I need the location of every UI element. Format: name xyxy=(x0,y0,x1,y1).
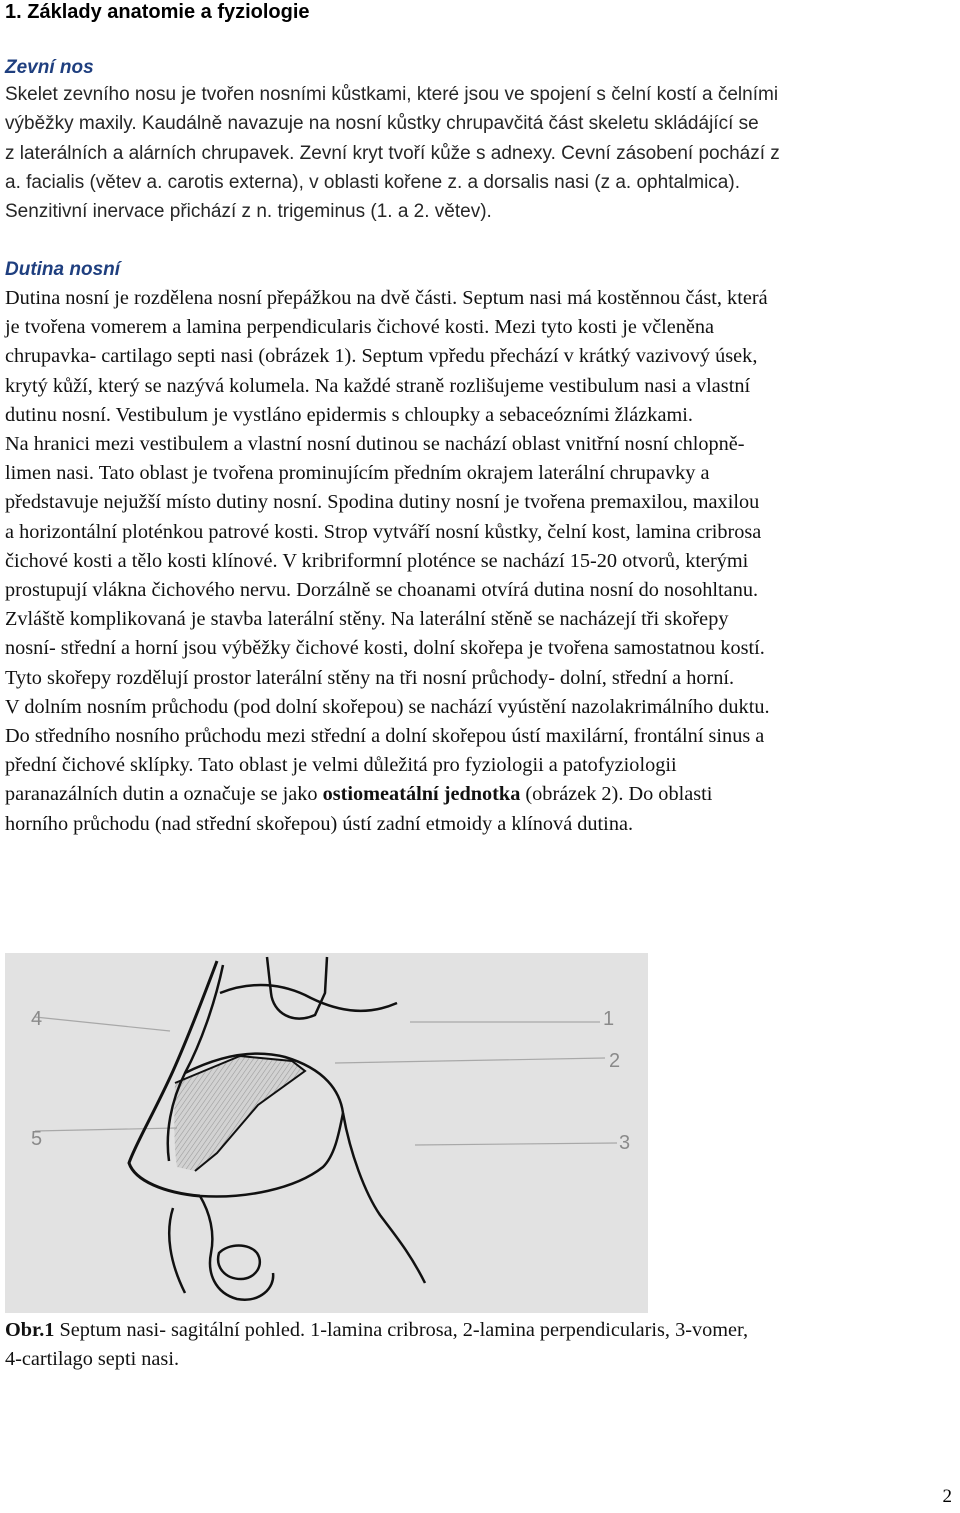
text-line: limen nasi. Tato oblast je tvořena prominujícím předním okrajem laterální chrupavky a xyxy=(5,462,710,485)
figure-label-4: 4 xyxy=(31,1008,43,1030)
palate-outline xyxy=(200,1196,273,1300)
guide-line xyxy=(415,1143,617,1145)
text-line: z laterálních a alárních chrupavek. Zevní kryt tvoří kůže s adnexy. Cevní zásobení pochází z xyxy=(5,142,780,164)
text-line: chrupavka- cartilago septi nasi (obrázek 1). Septum vpředu přechází v krátký vazivový úsek, xyxy=(5,345,758,368)
text-line: a horizontální ploténkou patrové kosti. Strop vytváří nosní kůstky, čelní kost, lamina cribrosa xyxy=(5,520,762,543)
text-line: představuje nejužší místo dutiny nosní. Spodina dutiny nosní je tvořena premaxilou, maxilou xyxy=(5,491,760,514)
text-line: je tvořena vomerem a lamina perpendicularis čichové kosti. Mezi tyto kosti je včleněna xyxy=(5,316,715,339)
septum-sketch xyxy=(5,953,648,1313)
text-line: Dutina nosní je rozdělena nosní přepážkou na dvě části. Septum nasi má kostěnnou část, která xyxy=(5,287,768,309)
figure-label-3: 3 xyxy=(619,1132,631,1154)
caption-text: 4-cartilago septi nasi. xyxy=(5,1348,180,1370)
text-line: Na hranici mezi vestibulem a vlastní nosní dutinou se nachází oblast vnitřní nosní chlopně- xyxy=(5,433,745,456)
cartilage-region xyxy=(174,1056,305,1171)
text-line: Zvláště komplikovaná je stavba laterální stěny. Na laterální stěně se nacházejí tři skořepy xyxy=(5,608,729,631)
text-fragment: paranazálních dutin a označuje se jako xyxy=(5,783,323,806)
cribriform-vertical xyxy=(267,957,327,1019)
text-fragment: (obrázek 2). Do oblasti xyxy=(520,783,713,806)
text-line: nosní- střední a horní jsou výběžky čichové kosti, dolní skořepa je tvořena samostatnou kostí. xyxy=(5,637,765,660)
text-line xyxy=(5,780,955,809)
paragraph-dutina-nosni xyxy=(5,284,955,839)
text-line: výběžky maxily. Kaudálně navazuje na nosní kůstky chrupavčitá část skeletu skládájící se xyxy=(5,113,759,135)
page-heading: 1. Základy anatomie a fyziologie xyxy=(5,1,310,23)
text-line: horního průchodu (nad střední skořepou) ústí zadní etmoidy a klínová dutina. xyxy=(5,812,634,835)
text-line: Tyto skořepy rozdělují prostor laterální stěny na tři nosní průchody- dolní, střední a horní. xyxy=(5,666,735,689)
text-line: dutinu nosní. Vestibulum je vystláno epidermis s chloupky a sebaceózními žlázkami. xyxy=(5,403,693,426)
palate-ring xyxy=(218,1246,260,1280)
figure-label-1: 1 xyxy=(603,1008,615,1030)
text-line: Skelet zevního nosu je tvořen nosními kůstkami, které jsou ve spojení s čelní kostí a čelními xyxy=(5,84,779,105)
vomer-outline xyxy=(343,1113,425,1283)
text-line: prostupují vlákna čichového nervu. Dorzálně se choanami otvírá dutina nosní do nosohltanu. xyxy=(5,579,759,602)
caption-text: Septum nasi- sagitální pohled. 1-lamina cribrosa, 2-lamina perpendicularis, 3-vomer, xyxy=(54,1319,749,1341)
page-number: 2 xyxy=(942,1486,952,1507)
text-line: přední čichové sklípky. Tato oblast je velmi důležitá pro fyziologii a patofyziologii xyxy=(5,754,677,777)
section-title-dutina-nosni: Dutina nosní xyxy=(5,259,121,280)
caption-label: Obr.1 xyxy=(5,1319,55,1341)
text-line: Do středního nosního průchodu mezi střední a dolní skořepou ústí maxilární, frontální sinus a xyxy=(5,725,765,748)
text-line: čichové kosti a tělo kosti klínové. V kribriformní ploténce se nachází 15-20 otvorů, kterými xyxy=(5,549,749,572)
figure-septum-drawing xyxy=(5,953,648,1313)
text-line: krytý kůží, který se nazývá kolumela. Na každé straně rozlišujeme vestibulum nasi a vlastní xyxy=(5,374,751,397)
figure-label-2: 2 xyxy=(609,1050,621,1072)
text-line: V dolním nosním průchodu (pod dolní skořepou) se nachází vyústění nazolakrimálního duktu. xyxy=(5,695,770,718)
figure-label-5: 5 xyxy=(31,1128,43,1150)
bold-term: ostiomeatální jednotka xyxy=(322,783,521,806)
paragraph-zevni-nos xyxy=(5,80,955,226)
lower-curve xyxy=(169,1208,185,1293)
guide-line xyxy=(335,1058,605,1063)
section-title-zevni-nos: Zevní nos xyxy=(5,57,94,78)
guide-line xyxy=(35,1128,177,1131)
guide-line xyxy=(35,1017,170,1031)
cribriform-curve xyxy=(220,985,397,1011)
text-line: a. facialis (větev a. carotis externa), v oblasti kořene z. a dorsalis nasi (z a. ophtalmica). xyxy=(5,171,740,193)
figure-caption xyxy=(5,1316,955,1374)
text-line: Senzitivní inervace přichází z n. trigeminus (1. a 2. větev). xyxy=(5,201,492,223)
